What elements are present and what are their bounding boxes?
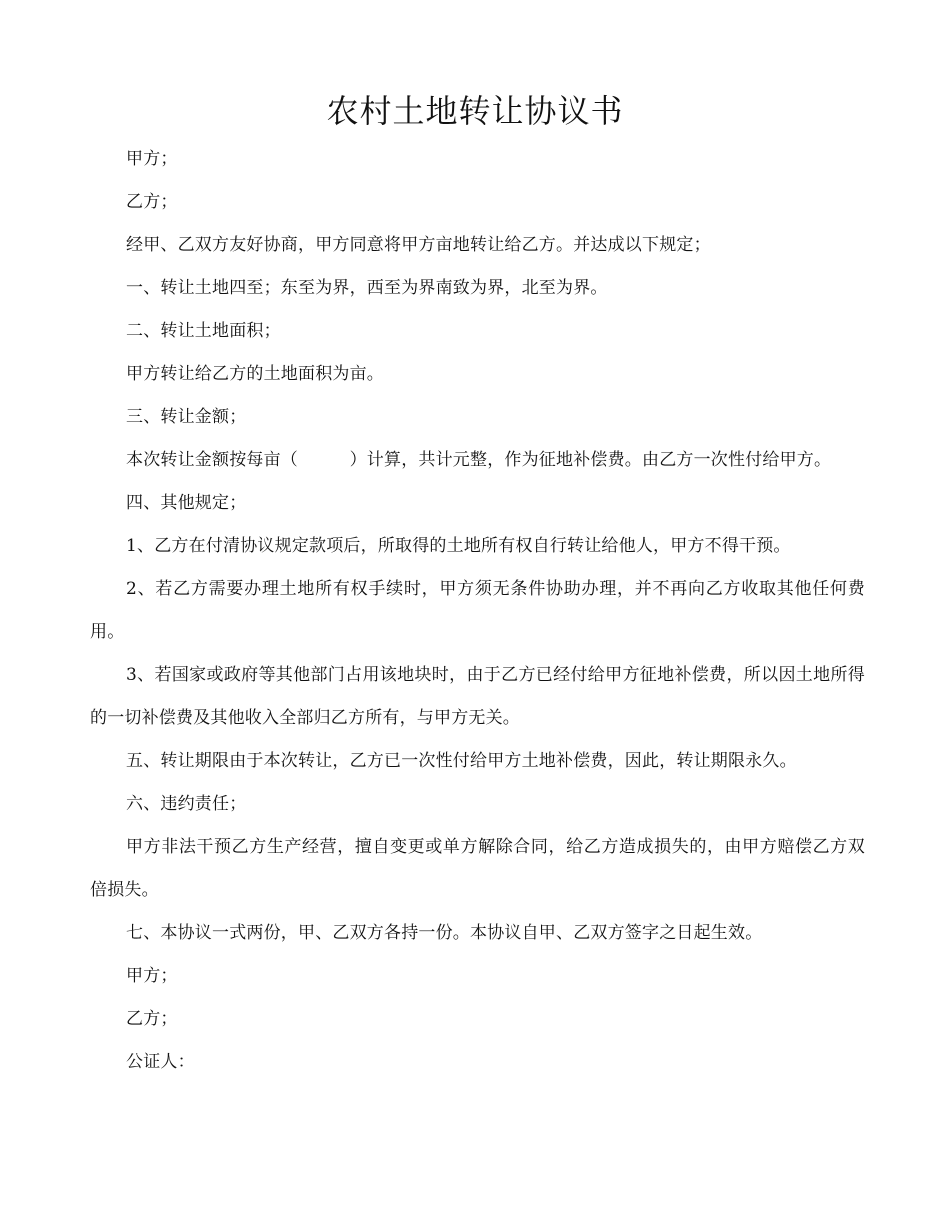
clause-2-area: 甲方转让给乙方的土地面积为亩。 [126, 364, 384, 384]
clause-3-amount: 本次转让金额按每亩（ ）计算，共计元整，作为征地补偿费。由乙方一次性付给甲方。 [126, 450, 832, 470]
clause-4-item-1: 1、乙方在付清协议规定款项后，所取得的土地所有权自行转让给他人，甲方不得干预。 [126, 536, 791, 556]
party-b-line: 乙方； [126, 192, 178, 212]
clause-6-heading: 六、违约责任； [126, 794, 247, 814]
clause-1-boundaries: 一、转让土地四至；东至为界，西至为界南致为界，北至为界。 [126, 278, 608, 298]
clause-4-item-2: 2、若乙方需要办理土地所有权手续时，甲方须无条件协助办理，并不再向乙方收取其他任何费用。 [90, 579, 865, 642]
signature-party-b: 乙方； [126, 1009, 178, 1029]
clause-5-term: 五、转让期限由于本次转让，乙方已一次性付给甲方土地补偿费，因此，转让期限永久。 [126, 751, 797, 771]
signature-party-a: 甲方； [126, 966, 178, 986]
clause-6-liability: 甲方非法干预乙方生产经营，擅自变更或单方解除合同，给乙方造成损失的，由甲方赔偿乙方双倍损失。 [90, 837, 865, 900]
party-a-line: 甲方； [126, 149, 178, 169]
clause-7-copies: 七、本协议一式两份，甲、乙双方各持一份。本协议自甲、乙双方签字之日起生效。 [126, 923, 763, 943]
signature-notary: 公证人： [126, 1052, 195, 1072]
clause-2-heading: 二、转让土地面积； [126, 321, 281, 341]
clause-4-heading: 四、其他规定； [126, 493, 247, 513]
intro-paragraph: 经甲、乙双方友好协商，甲方同意将甲方亩地转让给乙方。并达成以下规定； [126, 235, 711, 255]
document-title: 农村土地转让协议书 [326, 92, 624, 130]
clause-4-item-3: 3、若国家或政府等其他部门占用该地块时，由于乙方已经付给甲方征地补偿费，所以因土地所得的一切补偿费及其他收入全部归乙方所有，与甲方无关。 [90, 665, 865, 728]
document-body [90, 138, 865, 1084]
clause-3-heading: 三、转让金额； [126, 407, 247, 427]
